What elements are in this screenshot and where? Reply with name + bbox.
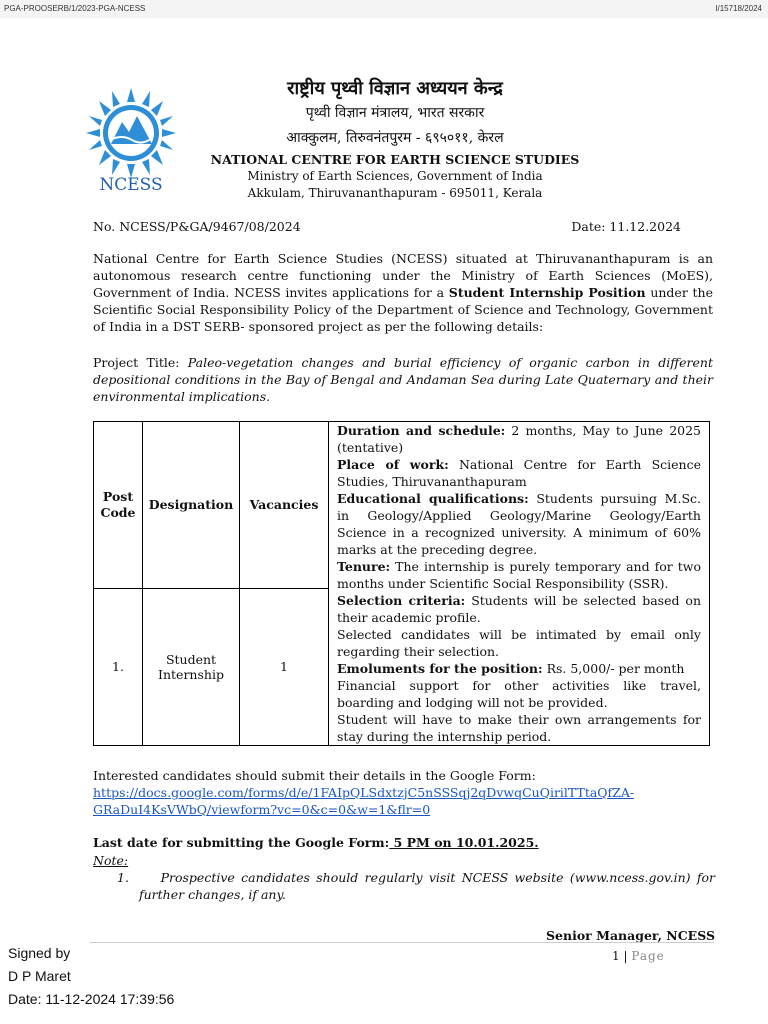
institute-name: NATIONAL CENTRE FOR EARTH SCIENCE STUDIES	[210, 152, 580, 167]
post-code-cell: 1.	[94, 588, 143, 745]
header-designation: Designation	[143, 422, 240, 589]
ministry-name: Ministry of Earth Sciences, Government of India	[247, 169, 543, 183]
inward-number: I/15718/2024	[715, 4, 762, 13]
table-header-row	[94, 422, 710, 589]
footer-divider	[90, 942, 714, 943]
header-post-code: Post Code	[94, 422, 143, 589]
file-reference: PGA-PROOSERB/1/2023-PGA-NCESS	[4, 4, 146, 13]
hindi-institute-name: राष्ट्रीय पृथ्वी विज्ञान अध्ययन केन्द्र	[287, 78, 503, 99]
digital-signature-label: Signed by	[8, 945, 71, 961]
selection-detail: Selection criteria: Students will be selected based on their academic profile.	[337, 593, 701, 625]
institute-address: Akkulam, Thiruvananthapuram - 695011, Kerala	[247, 186, 543, 200]
letter-date: Date: 11.12.2024	[571, 219, 681, 234]
note-item: 1. Prospective candidates should regularly visit NCESS website (www.ncess.gov.in) for further changes, if any.	[117, 870, 715, 902]
note-title: Note:	[93, 853, 129, 868]
selection-note: Selected candidates will be intimated by email only regarding their selection.	[337, 627, 701, 659]
place-detail: Place of work: National Centre for Earth Science Studies, Thiruvananthapuram	[337, 457, 701, 489]
tenure-detail: Tenure: The internship is purely temporary and for two months under Scientific Social Responsibility (SSR).	[337, 559, 701, 591]
designation-cell: Student Internship	[143, 588, 240, 745]
ncess-logo	[82, 86, 180, 196]
reference-number: No. NCESS/P&GA/9467/08/2024	[93, 219, 301, 234]
vacancy-table	[93, 421, 710, 746]
digital-signer-name: D P Maret	[8, 968, 71, 984]
google-form-link[interactable]: https://docs.google.com/forms/d/e/1FAIpQLSdxtzjC5nSSSqj2qDvwqCuQirilTTtaQfZA-GRaDuI4KsVWbQ/viewform?vc=0&c=0&w=1&flr=0	[93, 785, 635, 817]
support-note: Financial support for other activities like travel, boarding and lodging will not be provided.	[337, 678, 701, 710]
project-title: Paleo-vegetation changes and burial efficiency of organic carbon in different depositional conditions in the Bay of Bengal and Andaman Sea during Late Quaternary and their environmental implications.	[93, 355, 713, 404]
ncess-sun-emblem-icon	[82, 86, 180, 196]
hindi-address: आक्कुलम, तिरुवनंतपुरम - ६९५०११, केरल	[286, 130, 504, 146]
position-name: Student Internship Position	[448, 285, 646, 300]
signatory-title: Senior Manager, NCESS	[546, 928, 715, 943]
intro-paragraph: National Centre for Earth Science Studies (NCESS) situated at Thiruvananthapuram is an autonomous research centre functioning under the Ministry of Earth Sciences (MoES), Government of India. NCESS invites applications for a Student Internship Position under the Scientific Social Responsibility Policy of the Department of Science and Technology, Government of India in a DST SERB- sponsored project as per the following details:	[93, 251, 714, 334]
duration-detail: Duration and schedule: 2 months, May to June 2025 (tentative)	[337, 423, 702, 455]
hindi-ministry: पृथ्वी विज्ञान मंत्रालय, भारत सरकार	[305, 105, 485, 121]
arrangement-note: Student will have to make their own arrangements for stay during the internship period.	[337, 712, 701, 744]
note-section	[93, 852, 715, 903]
apply-instructions	[93, 767, 715, 818]
deadline-value: 5 PM on 10.01.2025.	[389, 835, 539, 850]
deadline-line: Last date for submitting the Google Form: 5 PM on 10.01.2025.	[93, 835, 539, 850]
vacancies-cell: 1	[240, 588, 329, 745]
digital-signature-date: Date: 11-12-2024 17:39:56	[8, 991, 175, 1007]
position-details	[329, 422, 710, 746]
project-title-paragraph: Project Title: Paleo-vegetation changes and burial efficiency of organic carbon in different depositional conditions in the Bay of Bengal and Andaman Sea during Late Quaternary and their environmental implications.	[93, 355, 713, 404]
header-vacancies: Vacancies	[240, 422, 329, 589]
reference-line	[93, 219, 715, 234]
svg-text:NCESS: NCESS	[99, 175, 163, 195]
education-detail: Educational qualifications: Students pursuing M.Sc. in Geology/Applied Geology/Marine Geology/Earth Science in a recognized university. A minimum of 60% marks at the preceding degree.	[337, 491, 701, 557]
top-bar	[0, 0, 768, 18]
page-number: 1 | Page	[612, 949, 665, 963]
apply-text: Interested candidates should submit their details in the Google Form:	[93, 768, 536, 783]
emoluments-detail: Emoluments for the position: Rs. 5,000/- per month	[337, 661, 685, 676]
